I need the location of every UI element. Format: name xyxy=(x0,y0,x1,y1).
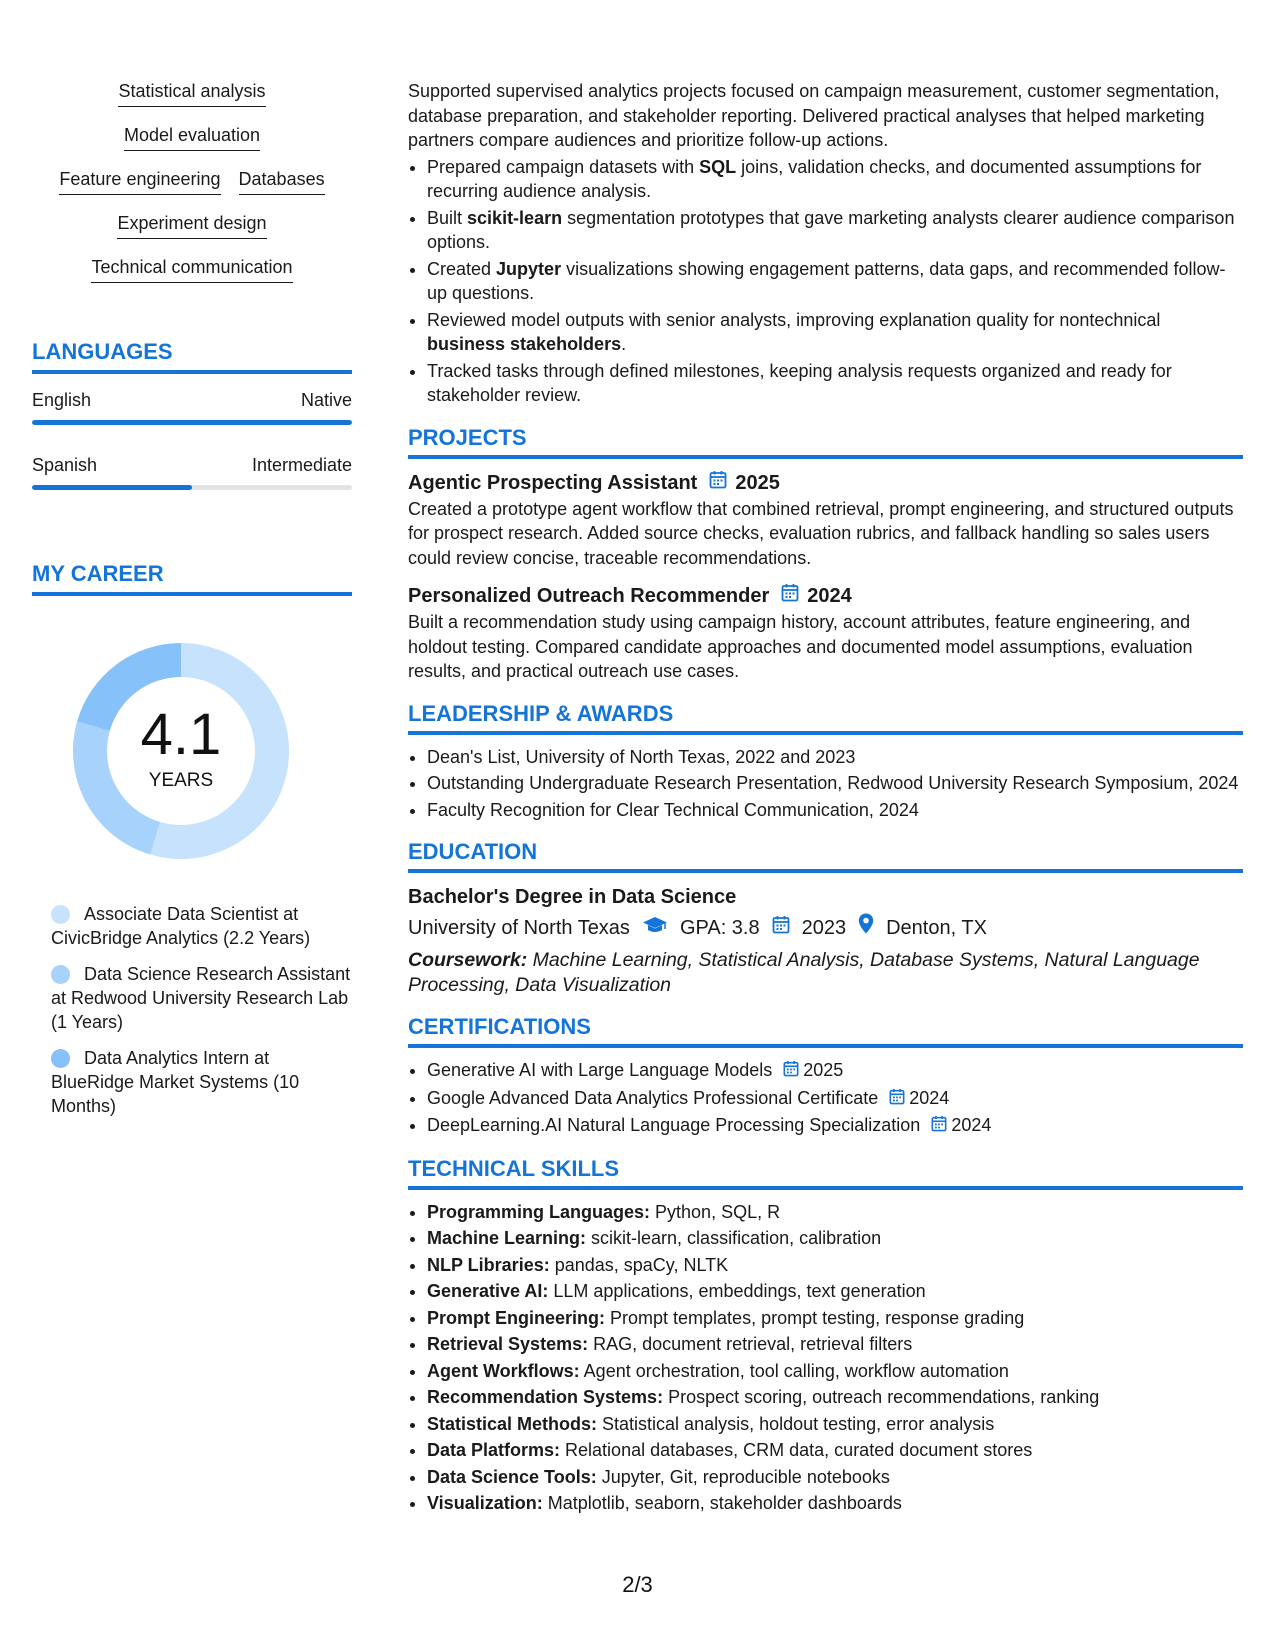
certification-year: 2024 xyxy=(909,1087,950,1108)
skill-chip: Statistical analysis xyxy=(118,80,265,107)
education-details xyxy=(408,913,1243,942)
career-legend-item xyxy=(51,1046,352,1118)
coursework-label: Coursework: xyxy=(408,949,528,971)
education-school: University of North Texas xyxy=(408,916,630,939)
skill-chip: Experiment design xyxy=(117,212,266,239)
skill-label: Prompt Engineering: xyxy=(427,1307,606,1328)
bullet-keyword: scikit-learn xyxy=(467,207,563,228)
technical-skill-item xyxy=(427,1279,1243,1304)
career-total-number: 4.1 xyxy=(140,702,222,767)
career-total-unit: YEARS xyxy=(148,770,214,791)
technical-skill-item xyxy=(427,1253,1243,1278)
graduation-cap-icon xyxy=(642,914,668,942)
language-name: Spanish xyxy=(32,455,98,475)
project-item xyxy=(408,582,1243,684)
language-level: Intermediate xyxy=(251,455,352,475)
language-proficiency-fill xyxy=(32,485,192,490)
certifications-list xyxy=(408,1058,1243,1139)
bullet-keyword: SQL xyxy=(699,156,737,177)
legend-dot-icon xyxy=(51,1049,70,1068)
project-title: Agentic Prospecting Assistant xyxy=(408,471,698,494)
calendar-icon xyxy=(772,914,790,942)
technical-skill-item xyxy=(427,1306,1243,1331)
skill-chip: Feature engineering xyxy=(59,168,220,195)
education-coursework xyxy=(408,948,1243,997)
skill-label: Generative AI: xyxy=(427,1281,549,1301)
certification-year: 2025 xyxy=(803,1060,844,1080)
experience-bullet xyxy=(427,206,1243,255)
language-item xyxy=(32,453,352,490)
career-legend-item xyxy=(51,902,352,950)
skill-chip: Databases xyxy=(239,168,325,195)
career-legend xyxy=(32,902,352,1118)
leadership-heading: LEADERSHIP & AWARDS xyxy=(408,700,1243,735)
technical-skill-item xyxy=(427,1200,1243,1225)
career-legend-item xyxy=(51,962,352,1034)
career-legend-text: Associate Data Scientist at CivicBridge Analytics (2.2 Years) xyxy=(51,904,311,948)
coursework-text: Machine Learning, Statistical Analysis, Database Systems, Natural Language Processing, Data Visualization xyxy=(408,949,1200,996)
skill-label: Data Platforms: xyxy=(427,1440,561,1460)
skill-value: RAG, document retrieval, retrieval filters xyxy=(588,1334,913,1354)
left-column xyxy=(32,80,352,1130)
skill-label: Retrieval Systems: xyxy=(427,1334,589,1354)
technical-skills-list xyxy=(408,1200,1243,1516)
leadership-list xyxy=(408,745,1243,823)
technical-skill-item xyxy=(427,1385,1243,1410)
project-description: Built a recommendation study using campaign history, account attributes, feature engineering, and holdout testing. Compared candidate approaches and documented model assumptions, evaluation results, and practical outreach use cases. xyxy=(408,612,1193,681)
language-proficiency-bar xyxy=(32,485,352,490)
calendar-icon xyxy=(931,1114,947,1139)
skill-value: Python, SQL, R xyxy=(650,1201,781,1222)
calendar-icon xyxy=(889,1087,905,1112)
certification-item xyxy=(427,1113,1243,1139)
technical-skill-item xyxy=(427,1412,1243,1437)
technical-skill-item xyxy=(427,1226,1243,1251)
project-year: 2024 xyxy=(807,585,852,607)
leadership-item: • Faculty Recognition for Clear Technical Communication, 2024 xyxy=(427,798,1243,823)
skill-value: Statistical analysis, holdout testing, error analysis xyxy=(597,1413,995,1434)
languages-section xyxy=(32,338,352,490)
technical-skill-item xyxy=(427,1359,1243,1384)
skill-label: Visualization: xyxy=(427,1493,543,1513)
certifications-heading: CERTIFICATIONS xyxy=(408,1013,1243,1048)
skill-chips xyxy=(32,80,352,300)
bullet-text: Created xyxy=(427,258,497,279)
technical-skills-heading: TECHNICAL SKILLS xyxy=(408,1155,1243,1190)
certification-name: Google Advanced Data Analytics Professional Certificate xyxy=(427,1087,879,1108)
right-column xyxy=(408,79,1243,1518)
skill-value: scikit-learn, classification, calibration xyxy=(586,1228,882,1248)
project-title: Personalized Outreach Recommender xyxy=(408,585,770,607)
career-legend-text: Data Analytics Intern at BlueRidge Market Systems (10 Months) xyxy=(51,1048,300,1116)
education-year: 2023 xyxy=(801,916,847,939)
language-level: Native xyxy=(300,390,352,410)
bullet-text: joins, validation checks, and documented assumptions for recurring audience analysis. xyxy=(427,156,1202,201)
experience-bullets xyxy=(408,155,1243,408)
language-proficiency-bar xyxy=(32,420,352,425)
bullet-text: visualizations showing engagement patterns, data gaps, and recommended follow-up questions. xyxy=(427,258,1226,303)
experience-bullet xyxy=(427,257,1243,306)
skill-chip: Model evaluation xyxy=(124,124,260,151)
page-number: 2/3 xyxy=(622,1572,653,1597)
certification-name: Generative AI with Large Language Models xyxy=(427,1060,773,1080)
experience-summary: Supported supervised analytics projects focused on campaign measurement, customer segmentation, database preparation, and stakeholder reporting. Delivered practical analyses that helped marketing partners compare audiences and prioritize follow-up actions. xyxy=(408,81,1220,150)
project-description: Created a prototype agent workflow that combined retrieval, prompt engineering, and structured outputs for prospect research. Added source checks, evaluation rubrics, and fallback handling so sales users could review concise, traceable recommendations. xyxy=(408,498,1234,568)
skill-label: Agent Workflows: xyxy=(427,1360,580,1381)
bullet-text: Built xyxy=(427,207,468,228)
language-proficiency-fill xyxy=(32,420,352,425)
experience-bullet xyxy=(427,359,1243,408)
education-heading: EDUCATION xyxy=(408,838,1243,873)
technical-skill-item xyxy=(427,1438,1243,1463)
bullet-keyword: business stakeholders xyxy=(427,334,622,354)
skill-value: Relational databases, CRM data, curated document stores xyxy=(560,1440,1033,1460)
technical-skill-item xyxy=(427,1332,1243,1357)
language-item xyxy=(32,388,352,425)
skill-label: Data Science Tools: xyxy=(427,1466,597,1487)
career-section xyxy=(32,560,352,1118)
languages-heading: LANGUAGES xyxy=(32,338,352,374)
skill-label: Recommendation Systems: xyxy=(427,1387,664,1407)
bullet-text: Tracked tasks through defined milestones, keeping analysis requests organized and ready for stakeholder review. xyxy=(427,360,1172,405)
location-pin-icon xyxy=(858,913,874,942)
skill-label: NLP Libraries: xyxy=(427,1254,550,1275)
education-gpa: GPA: 3.8 xyxy=(679,916,760,939)
project-item xyxy=(408,469,1243,571)
bullet-text: Reviewed model outputs with senior analysts, improving explanation quality for nontechnical xyxy=(427,309,1161,330)
skill-value: Prompt templates, prompt testing, response grading xyxy=(605,1307,1025,1328)
career-heading: MY CAREER xyxy=(32,560,352,596)
skill-label: Machine Learning: xyxy=(427,1228,587,1248)
education-degree: Bachelor's Degree in Data Science xyxy=(408,886,737,908)
skill-value: LLM applications, embeddings, text generation xyxy=(548,1281,926,1301)
skill-label: Statistical Methods: xyxy=(427,1413,598,1434)
projects-heading: PROJECTS xyxy=(408,424,1243,459)
technical-skill-item xyxy=(427,1491,1243,1516)
career-legend-text: Data Science Research Assistant at Redwood University Research Lab (1 Years) xyxy=(51,964,351,1032)
calendar-icon xyxy=(781,582,799,610)
certification-item xyxy=(427,1058,1243,1084)
skill-label: Programming Languages: xyxy=(427,1201,651,1222)
certification-item xyxy=(427,1086,1243,1112)
legend-dot-icon xyxy=(51,905,70,924)
experience-bullet xyxy=(427,155,1243,204)
bullet-text: Prepared campaign datasets with xyxy=(427,156,700,177)
legend-dot-icon xyxy=(51,965,70,984)
career-donut-chart xyxy=(66,636,296,866)
skill-value: pandas, spaCy, NLTK xyxy=(549,1254,729,1275)
leadership-item: • Dean's List, University of North Texas, 2022 and 2023 xyxy=(427,745,1243,770)
skill-value: Agent orchestration, tool calling, workflow automation xyxy=(579,1360,1009,1381)
bullet-text: . xyxy=(621,334,627,354)
skill-value: Prospect scoring, outreach recommendations, ranking xyxy=(663,1387,1100,1407)
bullet-keyword: Jupyter xyxy=(496,258,562,279)
language-name: English xyxy=(32,390,92,410)
experience-bullet xyxy=(427,308,1243,357)
certification-name: DeepLearning.AI Natural Language Processing Specialization xyxy=(427,1115,921,1135)
project-year: 2025 xyxy=(735,471,780,494)
skill-value: Matplotlib, seaborn, stakeholder dashboards xyxy=(542,1493,902,1513)
bullet-text: segmentation prototypes that gave marketing analysts clearer audience comparison options. xyxy=(427,207,1235,252)
calendar-icon xyxy=(783,1059,799,1084)
skill-value: Jupyter, Git, reproducible notebooks xyxy=(596,1466,890,1487)
leadership-item: • Outstanding Undergraduate Research Presentation, Redwood University Research Symposium, 2024 xyxy=(427,771,1243,796)
skill-chip: Technical communication xyxy=(91,256,292,283)
certification-year: 2024 xyxy=(951,1115,992,1135)
education-location: Denton, TX xyxy=(886,916,987,939)
calendar-icon xyxy=(709,469,727,497)
technical-skill-item xyxy=(427,1465,1243,1490)
